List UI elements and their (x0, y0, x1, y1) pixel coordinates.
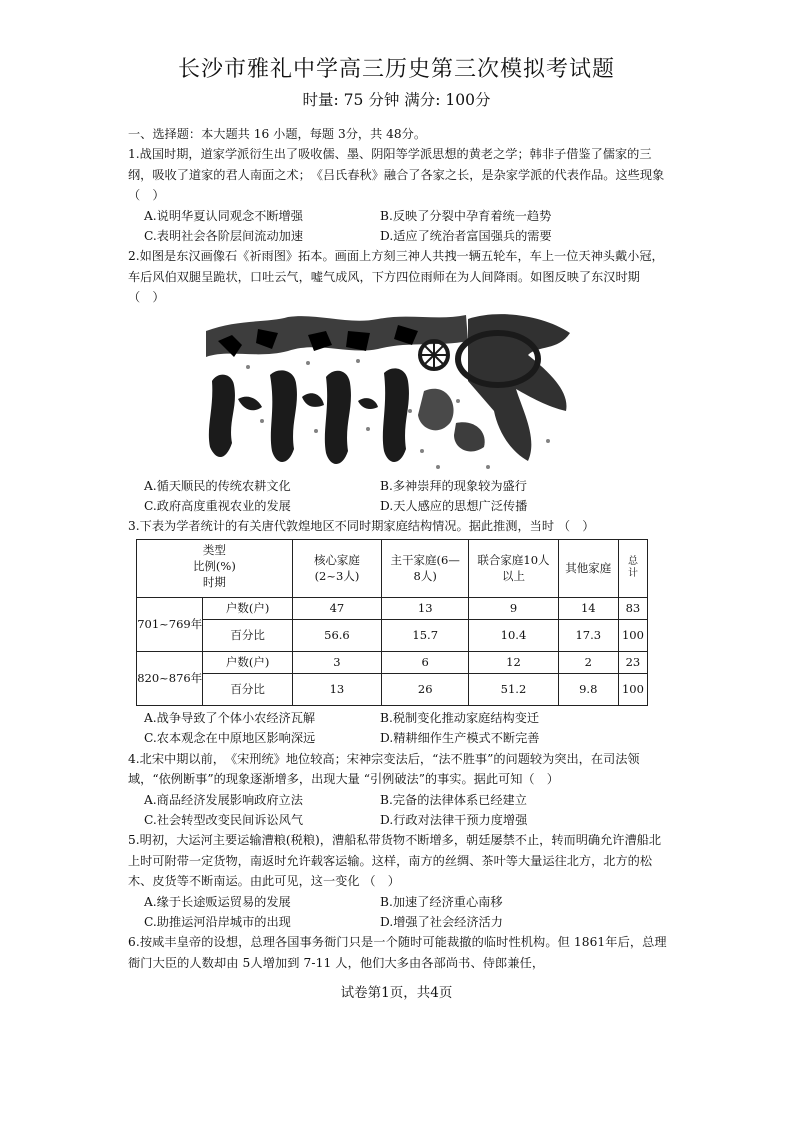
page-number: 试卷第1页，共4页 (340, 985, 453, 1001)
option-a: A.战争导致了个体小农经济瓦解 (144, 710, 316, 725)
option-a: A.缘于长途贩运贸易的发展 (144, 894, 291, 909)
stone-relief-rubbing (198, 311, 578, 476)
option-b: B.反映了分裂中孕育着统一趋势 (380, 208, 552, 223)
option-b: B.完备的法律体系已经建立 (380, 792, 527, 807)
table-row (137, 651, 648, 673)
corner-ratio-label: 比例(%) (192, 558, 236, 573)
table-cell: 10.4 (469, 619, 558, 651)
option-b: B.多神崇拜的现象较为盛行 (380, 478, 527, 493)
option-d: D.增强了社会经济活力 (380, 914, 503, 929)
option-d: D.适应了统治者富国强兵的需要 (380, 229, 552, 244)
corner-period-label: 时期 (202, 574, 226, 589)
table-cell: 15.7 (382, 619, 469, 651)
table-cell: 9.8 (558, 673, 618, 705)
table-cell: 6 (382, 651, 469, 673)
question-5-stem: 5.明初，大运河主要运输漕粮(税粮)，漕船私带货物不断增多，朝廷屡禁不止，转而明确允许漕船北上时可附带一定货物，南返时允许载客运输。这样，南方的丝绸、茶叶等大量运往北方，北方的松木、皮货等不断南运。由此可见，这一变化 （ ） (128, 833, 662, 889)
option-b: B.税制变化推动家庭结构变迁 (380, 710, 540, 725)
table-cell: 3 (292, 651, 381, 673)
question-2-options (128, 476, 668, 517)
question-1-options (128, 206, 668, 247)
table-cell: 100 (618, 619, 647, 651)
col-header-joint: 联合家庭10人 以上 (469, 539, 558, 597)
option-d: D.行政对法律干预力度增强 (380, 812, 528, 827)
option-a: A.循天顺民的传统农耕文化 (144, 478, 291, 493)
question-5-options (128, 892, 668, 933)
table-cell: 47 (292, 597, 381, 619)
col-header-other: 其他家庭 (558, 539, 618, 597)
period-cell: 701~769年 (137, 597, 203, 651)
row-label: 百分比 (203, 619, 292, 651)
exam-info: 时量: 75 分钟 满分: 100分 (302, 91, 491, 109)
col-header-stem: 主干家庭(6— 8人) (382, 539, 469, 597)
table-cell: 17.3 (558, 619, 618, 651)
question-3-stem: 3.下表为学者统计的有关唐代敦煌地区不同时期家庭结构情况。据此推测，当时 （ ） (128, 519, 595, 534)
row-label: 百分比 (203, 673, 292, 705)
option-a: A.说明华夏认同观念不断增强 (144, 208, 303, 223)
option-c: C.助推运河沿岸城市的出现 (144, 914, 291, 929)
question-6-stem: 6.按咸丰皇帝的设想，总理各国事务衙门只是一个随时可能裁撤的临时性机构。但 1861年后，总理衙门大臣的人数却由 5人增加到 7-11 人，他们大多由各部尚书、侍郎兼任， (128, 935, 667, 970)
option-c: C.农本观念在中原地区影响深远 (144, 731, 316, 746)
table-cell: 100 (618, 673, 647, 705)
question-2-stem: 2.如图是东汉画像石《祈雨图》拓本。画面上方刻三神人共拽一辆五轮车，车上一位天神头戴小冠，车后风伯双腿呈跪状，口吐云气，嘘气成风，下方四位雨师在为人间降雨。如图反映了东汉时期 （ ） (128, 249, 664, 305)
table-cell: 9 (469, 597, 558, 619)
option-b: B.加速了经济重心南移 (380, 894, 503, 909)
section-heading: 一、选择题：本大题共 16 小题，每题 3分，共 48分。 (128, 127, 427, 141)
question-3-options (128, 708, 668, 749)
table-cell: 2 (558, 651, 618, 673)
family-structure-table (136, 539, 648, 706)
rain-prayer-rubbing-image (198, 311, 578, 476)
page-title: 长沙市雅礼中学高三历史第三次模拟考试题 (177, 57, 615, 82)
table-row (137, 597, 648, 619)
table-row (137, 619, 648, 651)
col-header-total: 总 计 (618, 539, 647, 597)
table-cell: 12 (469, 651, 558, 673)
table-cell: 23 (618, 651, 647, 673)
option-d: D.天人感应的思想广泛传播 (380, 499, 528, 514)
table-row (137, 673, 648, 705)
period-cell: 820~876年 (137, 651, 203, 705)
option-a: A.商品经济发展影响政府立法 (144, 792, 303, 807)
table-cell: 14 (558, 597, 618, 619)
question-4-options (128, 790, 668, 831)
option-c: C.社会转型改变民间诉讼风气 (144, 812, 304, 827)
question-body (128, 124, 668, 973)
table-cell: 56.6 (292, 619, 381, 651)
option-c: C.政府高度重视农业的发展 (144, 499, 291, 514)
table-header-row (137, 539, 648, 597)
table-cell: 13 (292, 673, 381, 705)
corner-type-label: 类型 (202, 542, 226, 557)
question-4-stem: 4.北宋中期以前， 《宋刑统》地位较高；宋神宗变法后，“法不胜事”的问题较为突出，在司法领域，“依例断事”的现象逐渐增多，出现大量 “引例破法”的事实。据此可知（ ） (128, 751, 640, 787)
table-cell: 26 (382, 673, 469, 705)
row-label: 户数(户) (203, 651, 292, 673)
row-label: 户数(户) (203, 597, 292, 619)
table-cell: 13 (382, 597, 469, 619)
table-cell: 83 (618, 597, 647, 619)
question-1-stem: 1.战国时期，道家学派衍生出了吸收儒、墨、阴阳等学派思想的黄老之学；韩非子借鉴了儒家的三纲，吸收了道家的君人南面之术； 《吕氏春秋》融合了各家之长，是杂家学派的代表作品。这些现象 （ ） (128, 147, 665, 203)
option-d: D.精耕细作生产模式不断完善 (380, 731, 540, 746)
col-header-core: 核心家庭 (2~3人) (292, 539, 381, 597)
table-cell: 51.2 (469, 673, 558, 705)
table-corner-header (137, 539, 293, 597)
option-c: C.表明社会各阶层间流动加速 (144, 229, 304, 244)
